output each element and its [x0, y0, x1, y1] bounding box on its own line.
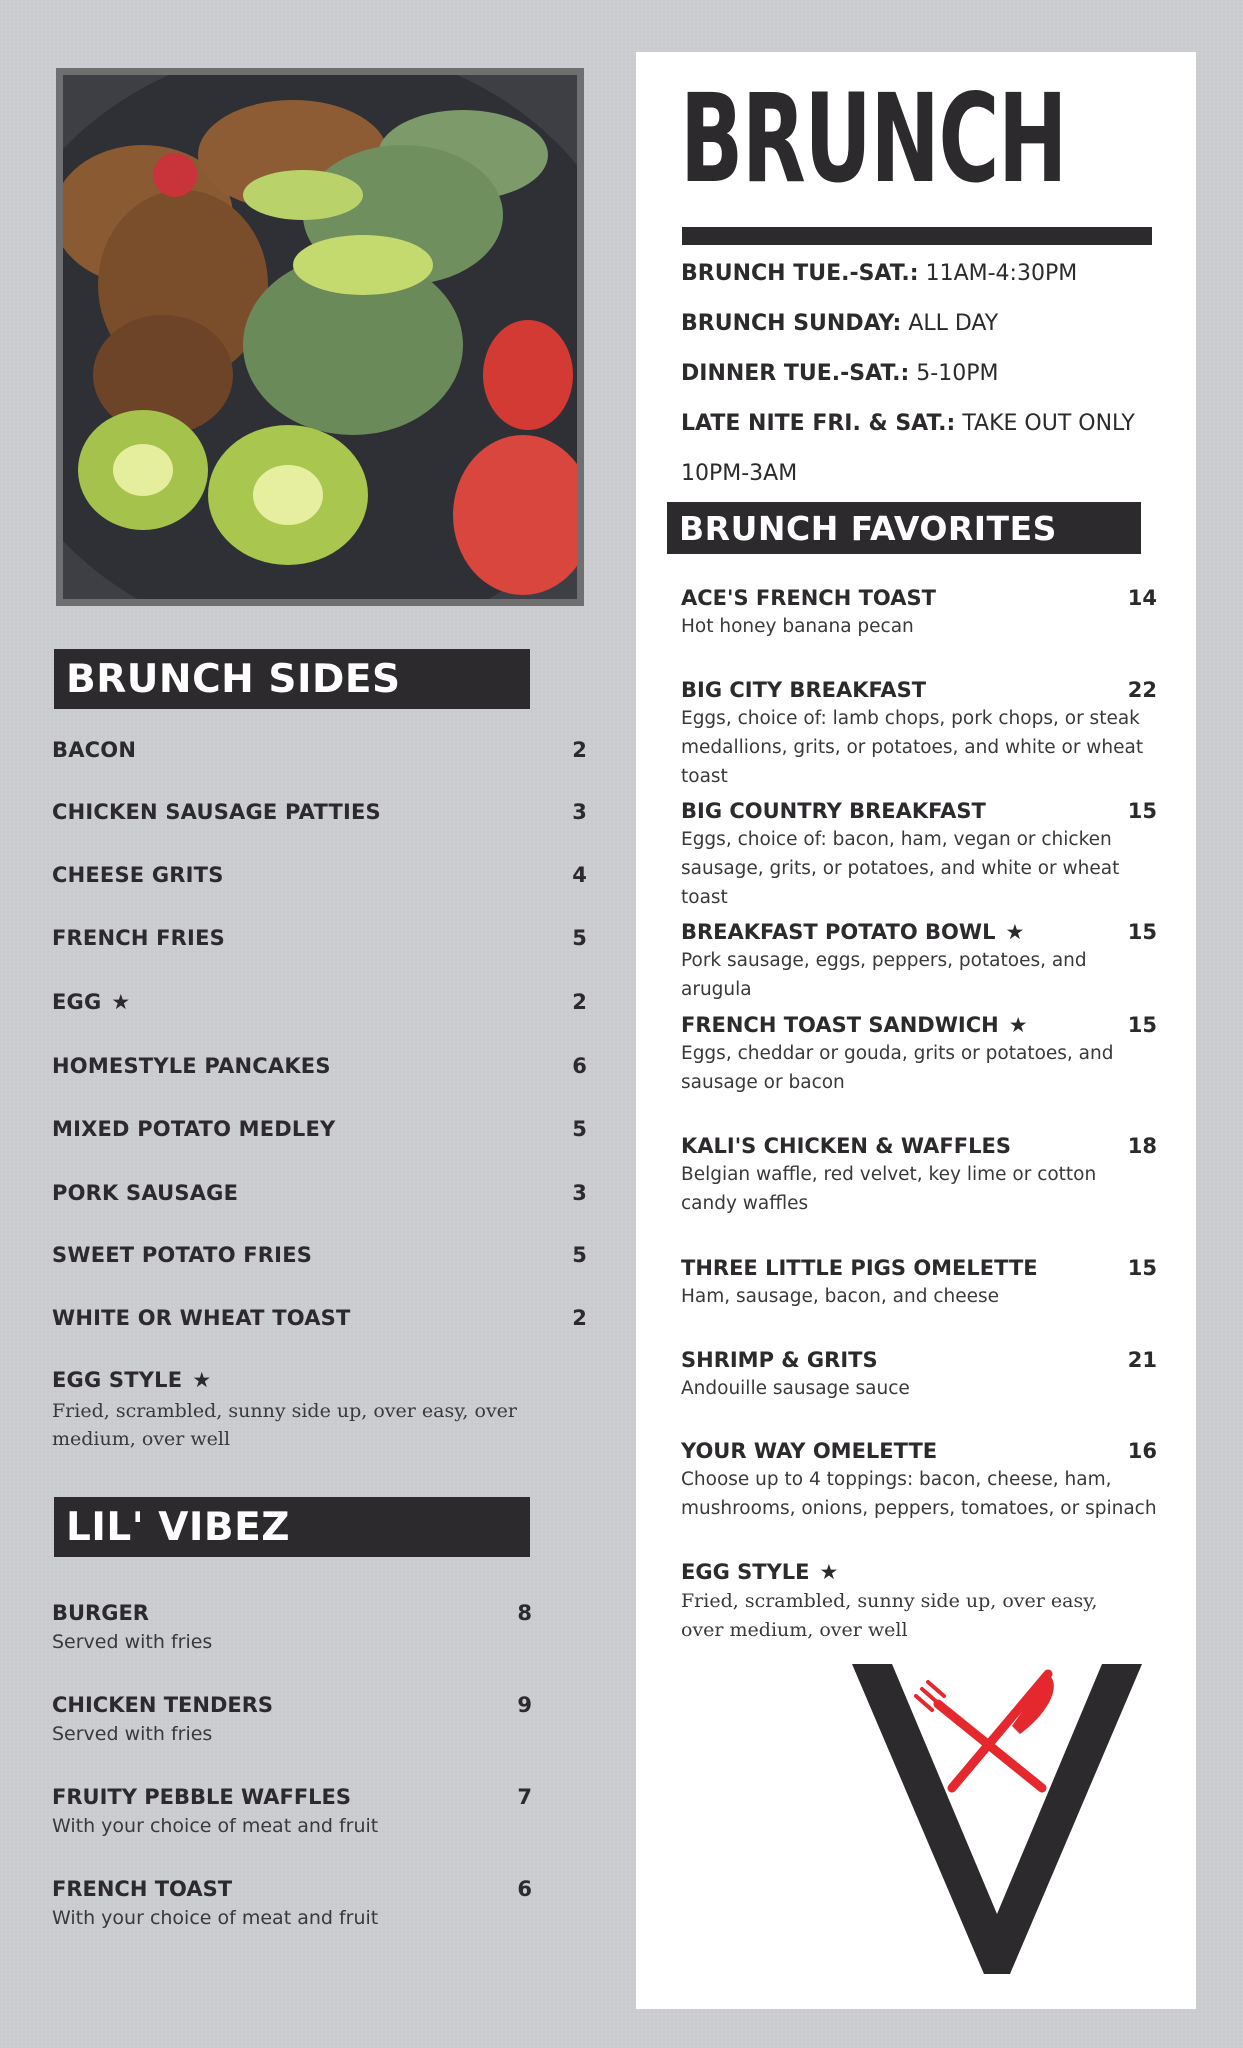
egg-style-heading — [681, 1560, 1157, 1584]
kids-item-name: FRUITY PEBBLE WAFFLES — [52, 1785, 352, 1809]
star-icon: ★ — [1008, 1013, 1028, 1037]
menu-item-name: SHRIMP & GRITS — [681, 1348, 878, 1372]
menu-item-price: 22 — [1127, 678, 1157, 702]
menu-item — [681, 799, 1157, 912]
menu-item-desc: Andouille sausage sauce — [681, 1378, 910, 1399]
menu-item-price: 14 — [1127, 586, 1157, 610]
kids-item-name: FRENCH TOAST — [52, 1877, 233, 1901]
side-item-name: HOMESTYLE PANCAKES — [52, 1054, 331, 1078]
egg-style-name: EGG STYLE — [681, 1560, 810, 1584]
brunch-favorites-heading: BRUNCH FAVORITES — [667, 502, 1141, 554]
star-icon: ★ — [111, 990, 131, 1014]
egg-style-description: Fried, scrambled, sunny side up, over easy, over medium, over well — [681, 1590, 1098, 1641]
menu-item-price: 15 — [1127, 1256, 1157, 1280]
menu-item-name: THREE LITTLE PIGS OMELETTE — [681, 1256, 1038, 1280]
menu-item-desc: Hot honey banana pecan — [681, 616, 914, 637]
side-item-price: 3 — [572, 800, 587, 824]
menu-item-name: KALI'S CHICKEN & WAFFLES — [681, 1134, 1011, 1158]
side-item-name: EGG — [52, 990, 102, 1014]
menu-item — [681, 1348, 1157, 1403]
menu-item-price: 15 — [1127, 799, 1157, 823]
title-divider — [682, 227, 1152, 245]
menu-item-name: ACE'S FRENCH TOAST — [681, 586, 936, 610]
star-icon: ★ — [192, 1368, 212, 1392]
menu-item-price: 15 — [1127, 1013, 1157, 1037]
hours-line — [681, 261, 1077, 286]
menu-item-price: 18 — [1127, 1134, 1157, 1158]
hours-line — [681, 461, 797, 486]
kids-item-price: 9 — [517, 1693, 532, 1717]
v-fork-knife-logo — [852, 1664, 1142, 1974]
hours-value: TAKE OUT ONLY — [955, 411, 1135, 436]
egg-style-description: Fried, scrambled, sunny side up, over easy, over medium, over well — [52, 1400, 518, 1450]
side-item-name: MIXED POTATO MEDLEY — [52, 1117, 336, 1141]
kids-item-name: BURGER — [52, 1601, 149, 1625]
menu-item — [681, 1013, 1157, 1097]
side-item — [52, 1306, 587, 1330]
side-item-price: 6 — [572, 1054, 587, 1078]
menu-item — [681, 920, 1157, 1004]
side-item — [52, 1054, 587, 1078]
kids-item-price: 7 — [517, 1785, 532, 1809]
side-item — [52, 990, 587, 1014]
hours-label: DINNER TUE.-SAT.: — [681, 361, 910, 386]
food-photo — [63, 75, 577, 599]
menu-item — [681, 1134, 1157, 1218]
egg-style-heading — [52, 1368, 587, 1392]
page-title: BRUNCH — [680, 68, 1067, 210]
menu-item-price: 16 — [1127, 1439, 1157, 1463]
menu-item — [681, 678, 1157, 791]
side-item-price: 2 — [572, 1306, 587, 1330]
hours-value: ALL DAY — [901, 311, 999, 336]
menu-item-name: BIG CITY BREAKFAST — [681, 678, 927, 702]
side-item-name: BACON — [52, 738, 137, 762]
hours-value: 5-10PM — [909, 361, 999, 386]
hours-line — [681, 311, 998, 336]
menu-item-desc: Eggs, choice of: bacon, ham, vegan or chicken sausage, grits, or potatoes, and white or wheat toast — [681, 829, 1120, 908]
egg-style-name: EGG STYLE — [52, 1368, 183, 1392]
menu-item-desc: Belgian waffle, red velvet, key lime or cotton candy waffles — [681, 1164, 1097, 1214]
menu-item-name: YOUR WAY OMELETTE — [681, 1439, 938, 1463]
menu-item-desc: Ham, sausage, bacon, and cheese — [681, 1286, 1000, 1307]
side-item-name: WHITE OR WHEAT TOAST — [52, 1306, 351, 1330]
hours-line — [681, 361, 998, 386]
kids-item-desc: With your choice of meat and fruit — [52, 1815, 379, 1837]
side-item — [52, 1117, 587, 1141]
side-item-name: FRENCH FRIES — [52, 926, 225, 950]
menu-item — [681, 1256, 1157, 1311]
side-item — [52, 863, 587, 887]
kids-item-price: 8 — [517, 1601, 532, 1625]
menu-item-name: BREAKFAST POTATO BOWL — [681, 920, 996, 944]
side-item-name: PORK SAUSAGE — [52, 1181, 239, 1205]
side-item-price: 5 — [572, 1243, 587, 1267]
side-item — [52, 800, 587, 824]
side-item-name: CHICKEN SAUSAGE PATTIES — [52, 800, 381, 824]
side-item-price: 5 — [572, 926, 587, 950]
side-item-price: 2 — [572, 738, 587, 762]
menu-item-desc: Pork sausage, eggs, peppers, potatoes, and arugula — [681, 950, 1087, 1000]
menu-item-desc: Eggs, cheddar or gouda, grits or potatoes, and sausage or bacon — [681, 1043, 1114, 1093]
food-photo-frame — [56, 68, 584, 606]
star-icon: ★ — [819, 1560, 839, 1584]
menu-item-desc: Choose up to 4 toppings: bacon, cheese, ham, mushrooms, onions, peppers, tomatoes, or spinach — [681, 1469, 1157, 1519]
hours-value: 11AM-4:30PM — [918, 261, 1078, 286]
hours-label: BRUNCH TUE.-SAT.: — [681, 261, 919, 286]
brunch-sides-heading: BRUNCH SIDES — [54, 649, 530, 709]
kids-item — [52, 1877, 532, 1929]
kids-item-desc: Served with fries — [52, 1631, 213, 1653]
side-item-name: CHEESE GRITS — [52, 863, 224, 887]
hours-line — [681, 411, 1135, 436]
menu-item-name: FRENCH TOAST SANDWICH — [681, 1013, 999, 1037]
lil-vibez-heading: LIL' VIBEZ — [54, 1497, 530, 1557]
kids-item-desc: With your choice of meat and fruit — [52, 1907, 379, 1929]
hours-label: LATE NITE FRI. & SAT.: — [681, 411, 956, 436]
menu-item — [681, 586, 1157, 641]
side-item-price: 2 — [572, 990, 587, 1014]
side-item — [52, 1243, 587, 1267]
menu-item-desc: Eggs, choice of: lamb chops, pork chops, or steak medallions, grits, or potatoes, and white or wheat toast — [681, 708, 1144, 787]
side-item — [52, 926, 587, 950]
menu-item — [681, 1439, 1157, 1523]
kids-item — [52, 1601, 532, 1653]
kids-item-name: CHICKEN TENDERS — [52, 1693, 274, 1717]
hours-label: BRUNCH SUNDAY: — [681, 311, 902, 336]
kids-item — [52, 1693, 532, 1745]
menu-item-price: 21 — [1127, 1348, 1157, 1372]
side-item — [52, 738, 587, 762]
side-item-name: SWEET POTATO FRIES — [52, 1243, 313, 1267]
side-item — [52, 1181, 587, 1205]
side-item-price: 5 — [572, 1117, 587, 1141]
star-icon: ★ — [1005, 920, 1025, 944]
kids-item-desc: Served with fries — [52, 1723, 213, 1745]
side-item-price: 3 — [572, 1181, 587, 1205]
menu-item-price: 15 — [1127, 920, 1157, 944]
hours-value: 10PM-3AM — [681, 461, 798, 486]
kids-item-price: 6 — [517, 1877, 532, 1901]
side-item-price: 4 — [572, 863, 587, 887]
menu-item-name: BIG COUNTRY BREAKFAST — [681, 799, 986, 823]
kids-item — [52, 1785, 532, 1837]
